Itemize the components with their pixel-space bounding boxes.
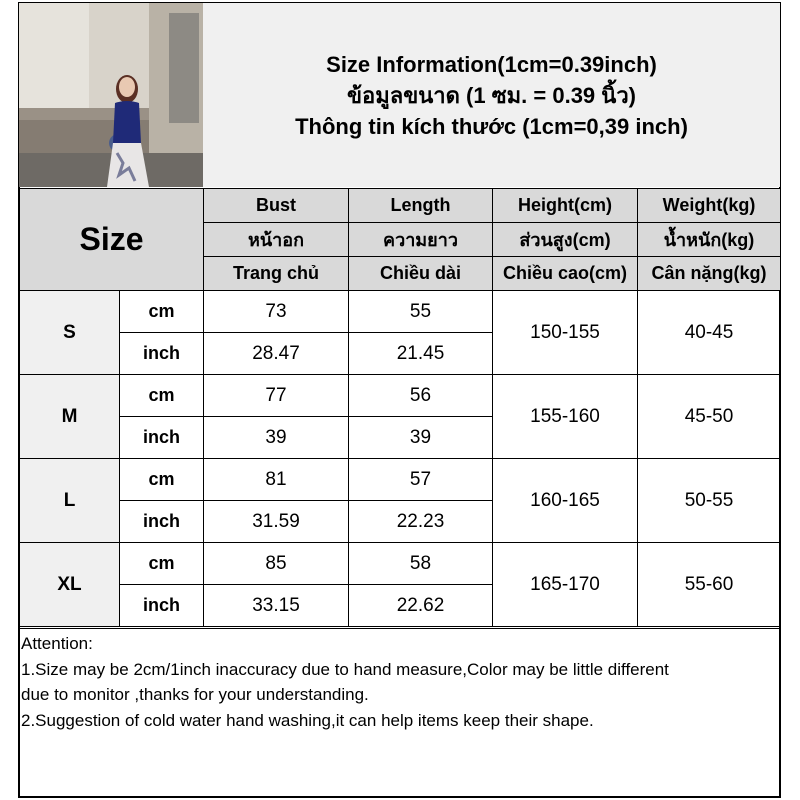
size-label: S bbox=[20, 291, 120, 375]
bust-inch-value: 28.47 bbox=[204, 333, 349, 375]
bust-inch-value: 31.59 bbox=[204, 501, 349, 543]
unit-cm-label: cm bbox=[120, 291, 204, 333]
unit-inch-label: inch bbox=[120, 333, 204, 375]
size-label: M bbox=[20, 375, 120, 459]
bust-cm-value: 77 bbox=[204, 375, 349, 417]
length-cm-value: 58 bbox=[349, 543, 493, 585]
table-row bbox=[20, 459, 781, 501]
bust-header-th: หน้าอก bbox=[204, 223, 349, 257]
product-photo bbox=[19, 3, 204, 187]
unit-inch-label: inch bbox=[120, 417, 204, 459]
bust-cm-value: 85 bbox=[204, 543, 349, 585]
length-inch-value: 22.23 bbox=[349, 501, 493, 543]
bust-inch-value: 33.15 bbox=[204, 585, 349, 627]
length-cm-value: 55 bbox=[349, 291, 493, 333]
bust-cm-value: 73 bbox=[204, 291, 349, 333]
length-cm-value: 57 bbox=[349, 459, 493, 501]
height-range: 150-155 bbox=[493, 291, 638, 375]
bust-cm-value: 81 bbox=[204, 459, 349, 501]
size-table bbox=[19, 188, 781, 627]
unit-cm-label: cm bbox=[120, 375, 204, 417]
table-row bbox=[20, 543, 781, 585]
weight-range: 45-50 bbox=[638, 375, 781, 459]
product-photo-image bbox=[19, 3, 203, 187]
unit-cm-label: cm bbox=[120, 459, 204, 501]
height-header-en: Height(cm) bbox=[493, 189, 638, 223]
size-column-title: Size bbox=[20, 189, 204, 291]
height-range: 165-170 bbox=[493, 543, 638, 627]
length-inch-value: 21.45 bbox=[349, 333, 493, 375]
attention-notes bbox=[19, 628, 780, 796]
note-line-2: 2.Suggestion of cold water hand washing,it can help items keep their shape. bbox=[21, 710, 594, 730]
bust-header-en: Bust bbox=[204, 189, 349, 223]
weight-header-en: Weight(kg) bbox=[638, 189, 781, 223]
length-header-en: Length bbox=[349, 189, 493, 223]
note-line-1-continued: due to monitor ,thanks for your understanding. bbox=[21, 685, 369, 704]
table-row bbox=[20, 375, 781, 417]
header-title-thai: ข้อมูลขนาด (1 ซม. = 0.39 นิ้ว) bbox=[346, 82, 636, 108]
unit-inch-label: inch bbox=[120, 501, 204, 543]
height-range: 160-165 bbox=[493, 459, 638, 543]
attention-heading: Attention: bbox=[21, 634, 93, 653]
note-line-1: 1.Size may be 2cm/1inch inaccuracy due to hand measure,Color may be little different bbox=[21, 659, 669, 679]
unit-inch-label: inch bbox=[120, 585, 204, 627]
height-header-th: ส่วนสูง(cm) bbox=[493, 223, 638, 257]
unit-cm-label: cm bbox=[120, 543, 204, 585]
bust-header-vi: Trang chủ bbox=[204, 257, 349, 291]
bust-inch-value: 39 bbox=[204, 417, 349, 459]
height-range: 155-160 bbox=[493, 375, 638, 459]
table-row bbox=[20, 291, 781, 333]
size-information-header bbox=[203, 3, 780, 187]
size-label: XL bbox=[20, 543, 120, 627]
header-title-english: Size Information(1cm=0.39inch) bbox=[326, 51, 657, 77]
header-title-vietnamese: Thông tin kích thước (1cm=0,39 inch) bbox=[295, 113, 688, 139]
weight-header-vi: Cân nặng(kg) bbox=[638, 257, 781, 291]
length-header-vi: Chiều dài bbox=[349, 257, 493, 291]
weight-range: 50-55 bbox=[638, 459, 781, 543]
length-header-th: ความยาว bbox=[349, 223, 493, 257]
length-cm-value: 56 bbox=[349, 375, 493, 417]
weight-range: 55-60 bbox=[638, 543, 781, 627]
weight-header-th: น้ำหนัก(kg) bbox=[638, 223, 781, 257]
length-inch-value: 22.62 bbox=[349, 585, 493, 627]
size-label: L bbox=[20, 459, 120, 543]
length-inch-value: 39 bbox=[349, 417, 493, 459]
weight-range: 40-45 bbox=[638, 291, 781, 375]
height-header-vi: Chiều cao(cm) bbox=[493, 257, 638, 291]
